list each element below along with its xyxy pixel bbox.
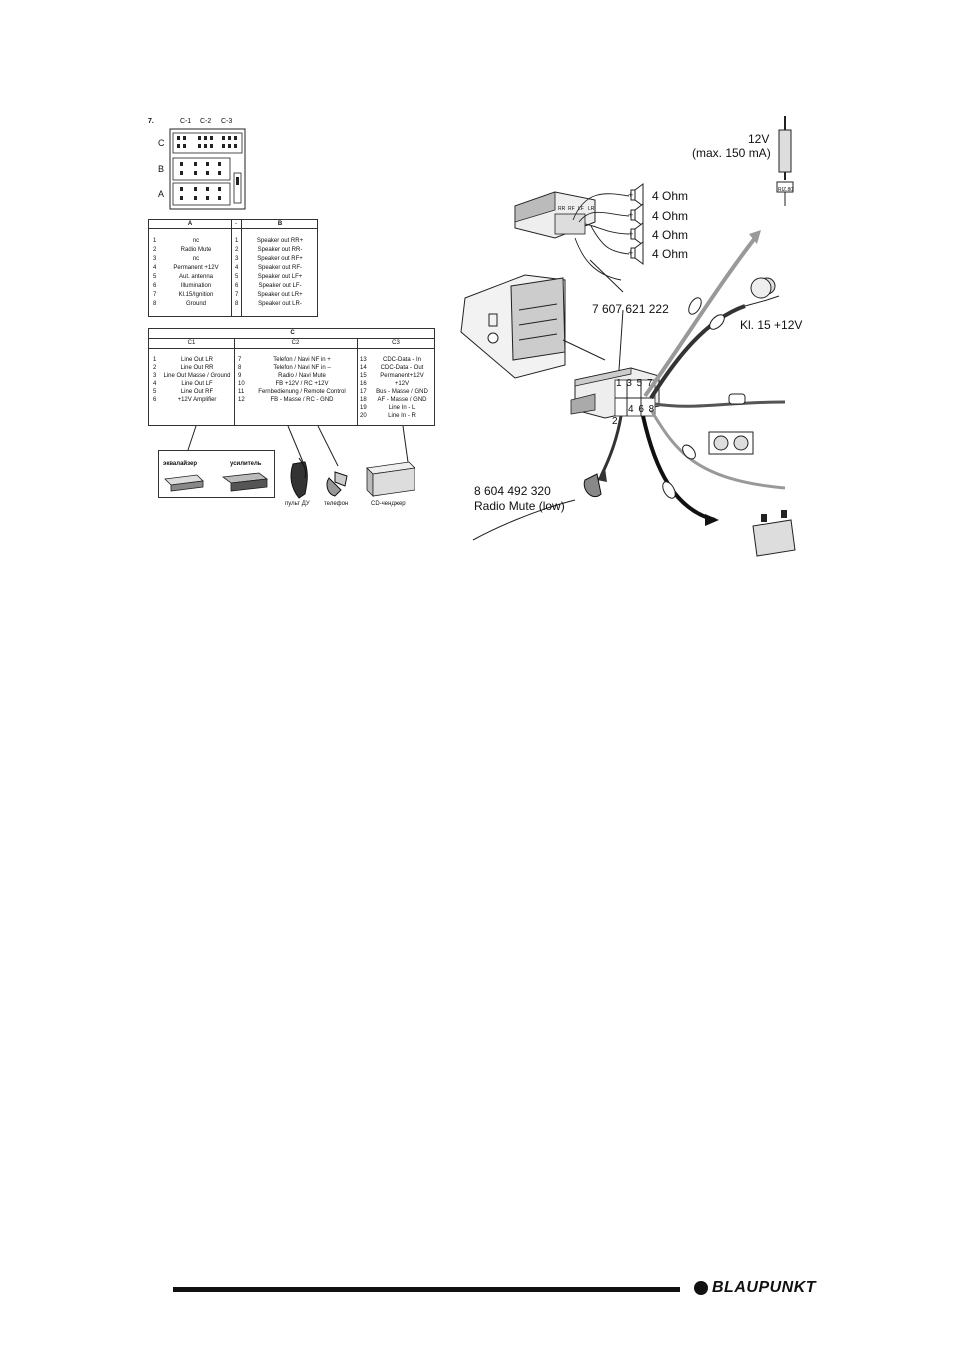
row-b-3-text: Speaker out RF+	[257, 256, 303, 262]
row-c2-6-text: FB - Masse / RC - GND	[270, 397, 334, 403]
header-c: C	[290, 330, 295, 336]
row-a-3-text: nc	[192, 256, 200, 262]
row-c1-6-text: +12V Amplifier	[177, 397, 217, 403]
row-b-8-text: Speaker out LR-	[258, 301, 302, 307]
channel-lr: LR	[588, 206, 595, 212]
row-a-6-text: Illumination	[180, 283, 212, 289]
channel-rf: RF	[568, 206, 575, 212]
device-icons-right	[285, 454, 415, 506]
row-c3-7-number: 19	[360, 405, 367, 411]
row-b-5-text: Speaker out LF+	[257, 274, 303, 280]
col-label-c1: C-1	[180, 118, 192, 125]
row-b-3-number: 3	[235, 256, 239, 262]
row-c2-4-number: 10	[238, 381, 245, 387]
header-b: B	[277, 221, 283, 227]
row-a-4-number: 4	[153, 265, 157, 271]
row-c3-1-text: CDC-Data - In	[382, 357, 421, 363]
row-b-8-number: 8	[235, 301, 239, 307]
channel-rr: RR	[558, 206, 566, 212]
row-b-7-text: Speaker out LR+	[257, 292, 303, 298]
row-b-4-text: Speaker out RF-	[257, 265, 303, 271]
row-c1-3-number: 3	[153, 373, 157, 379]
row-c2-1-text: Telefon / Navi NF in +	[273, 357, 331, 363]
brand-name: BLAUPUNKT	[712, 1279, 817, 1296]
row-label-b: B	[158, 164, 165, 174]
mute-label: Radio Mute (low)	[474, 499, 565, 513]
row-c2-4-text: FB +12V / RC +12V	[275, 381, 329, 387]
row-c2-3-text: Radio / Navi Mute	[278, 373, 326, 379]
row-c2-5-number: 11	[238, 389, 245, 395]
adapter-part-number: 7 607 621 222	[592, 302, 669, 316]
pin-table-c	[148, 328, 435, 426]
row-a-6-number: 6	[153, 283, 157, 289]
row-c1-5-text: Line Out RF	[180, 389, 214, 395]
row-c2-2-text: Telefon / Navi NF in –	[273, 365, 331, 371]
row-c3-8-text: Line In - R	[388, 413, 416, 419]
speaker-ohm-2: 4 Ohm	[652, 209, 689, 223]
row-c1-4-text: Line Out LF	[181, 381, 213, 387]
fuse-label: RIZ.80	[778, 187, 794, 193]
cd-changer-label: CD-ченджер	[371, 501, 406, 507]
row-c1-1-number: 1	[153, 357, 157, 363]
speaker-ohm-4: 4 Ohm	[652, 247, 689, 261]
row-a-2-number: 2	[153, 247, 157, 253]
pin-2: 2	[612, 416, 618, 427]
row-a-7-text: Kl.15/Ignition	[178, 292, 214, 298]
row-c3-2-text: CDC-Data - Out	[380, 365, 424, 371]
row-label-a: A	[158, 189, 165, 199]
col-label-c3: C-3	[221, 118, 233, 125]
row-a-5-number: 5	[153, 274, 157, 280]
header-c1: C1	[187, 340, 196, 346]
row-c3-6-number: 18	[360, 397, 367, 403]
connector-diagram	[150, 115, 260, 210]
row-c1-2-text: Line Out RR	[180, 365, 214, 371]
row-c2-2-number: 8	[238, 365, 242, 371]
pins-bottom: 4 6 8	[628, 404, 656, 415]
speaker-ohm-3: 4 Ohm	[652, 228, 689, 242]
row-c2-1-number: 7	[238, 357, 242, 363]
speaker-plus-2: +	[628, 210, 634, 220]
row-c3-6-text: AF - Masse / GND	[377, 397, 427, 403]
pins-top: 1 3 5 7	[616, 378, 654, 389]
row-c1-3-text: Line Out Masse / Ground	[163, 373, 231, 379]
figure-number: 7.	[148, 118, 154, 125]
device-box-amp	[158, 450, 275, 498]
row-b-2-number: 2	[235, 247, 239, 253]
row-c2-3-number: 9	[238, 373, 242, 379]
row-b-1-number: 1	[235, 238, 239, 244]
row-b-6-number: 6	[235, 283, 239, 289]
row-c2-6-number: 12	[238, 397, 245, 403]
row-c1-6-number: 6	[153, 397, 157, 403]
row-a-8-number: 8	[153, 301, 157, 307]
footer-rule	[173, 1287, 680, 1292]
row-c3-3-text: Permanent+12V	[380, 373, 424, 379]
channel-lf: LF	[578, 206, 584, 212]
brand-logo	[694, 1279, 816, 1297]
row-c3-1-number: 13	[360, 357, 367, 363]
header-b-marker: -	[235, 221, 237, 227]
phone-label: телефон	[324, 501, 349, 507]
row-c1-2-number: 2	[153, 365, 157, 371]
header-c3: C3	[392, 340, 400, 346]
equalizer-amplifier-icons	[159, 451, 276, 499]
row-c1-5-number: 5	[153, 389, 157, 395]
equalizer-label: эквалайзер	[163, 461, 198, 467]
row-c1-4-number: 4	[153, 381, 157, 387]
amplifier-label: усилитель	[230, 461, 262, 467]
power-label-max: (max. 150 mA)	[692, 146, 771, 160]
row-c3-2-number: 14	[360, 365, 367, 371]
row-label-c: C	[158, 138, 165, 148]
row-c3-4-number: 16	[360, 381, 367, 387]
header-a: A	[187, 221, 193, 227]
row-b-4-number: 4	[235, 265, 239, 271]
row-c3-7-text: Line In - L	[388, 405, 416, 411]
row-b-7-number: 7	[235, 292, 239, 298]
row-a-7-number: 7	[153, 292, 157, 298]
speaker-plus-3: +	[628, 229, 634, 239]
connector-drawing	[150, 115, 260, 210]
row-c3-3-number: 15	[360, 373, 367, 379]
row-a-1-number: 1	[153, 238, 157, 244]
header-c2: C2	[291, 340, 300, 346]
row-a-4-text: Permanent +12V	[173, 265, 219, 271]
row-c3-5-text: Bus - Masse / GND	[376, 389, 428, 395]
row-b-2-text: Speaker out RR-	[257, 247, 303, 253]
row-c3-4-text: +12V	[394, 381, 410, 387]
pin-table-ab	[148, 219, 318, 317]
power-label-12v: 12V	[748, 132, 770, 146]
row-c3-5-number: 17	[360, 389, 367, 395]
row-a-5-text: Aut. antenna	[178, 274, 214, 280]
row-a-3-number: 3	[153, 256, 157, 262]
ignition-label: Kl. 15 +12V	[740, 318, 803, 332]
row-b-5-number: 5	[235, 274, 239, 280]
row-b-6-text: Speaker out LF-	[258, 283, 302, 289]
speaker-plus-4: +	[628, 248, 634, 258]
row-c3-8-number: 20	[360, 413, 367, 419]
speaker-ohm-1: 4 Ohm	[652, 189, 689, 203]
mute-part-number: 8 604 492 320	[474, 484, 551, 498]
row-a-2-text: Radio Mute	[180, 247, 212, 253]
row-c1-1-text: Line Out LR	[180, 357, 214, 363]
col-label-c2: C-2	[200, 118, 212, 125]
row-a-8-text: Ground	[185, 301, 206, 307]
row-b-1-text: Speaker out RR+	[256, 238, 304, 244]
logo-dot-icon	[694, 1281, 708, 1295]
row-a-1-text: nc	[192, 238, 200, 244]
row-c2-5-text: Fernbedienung / Remote Control	[258, 389, 346, 395]
remote-label: пульт ДУ	[285, 501, 310, 507]
speaker-plus-1: +	[628, 190, 634, 200]
